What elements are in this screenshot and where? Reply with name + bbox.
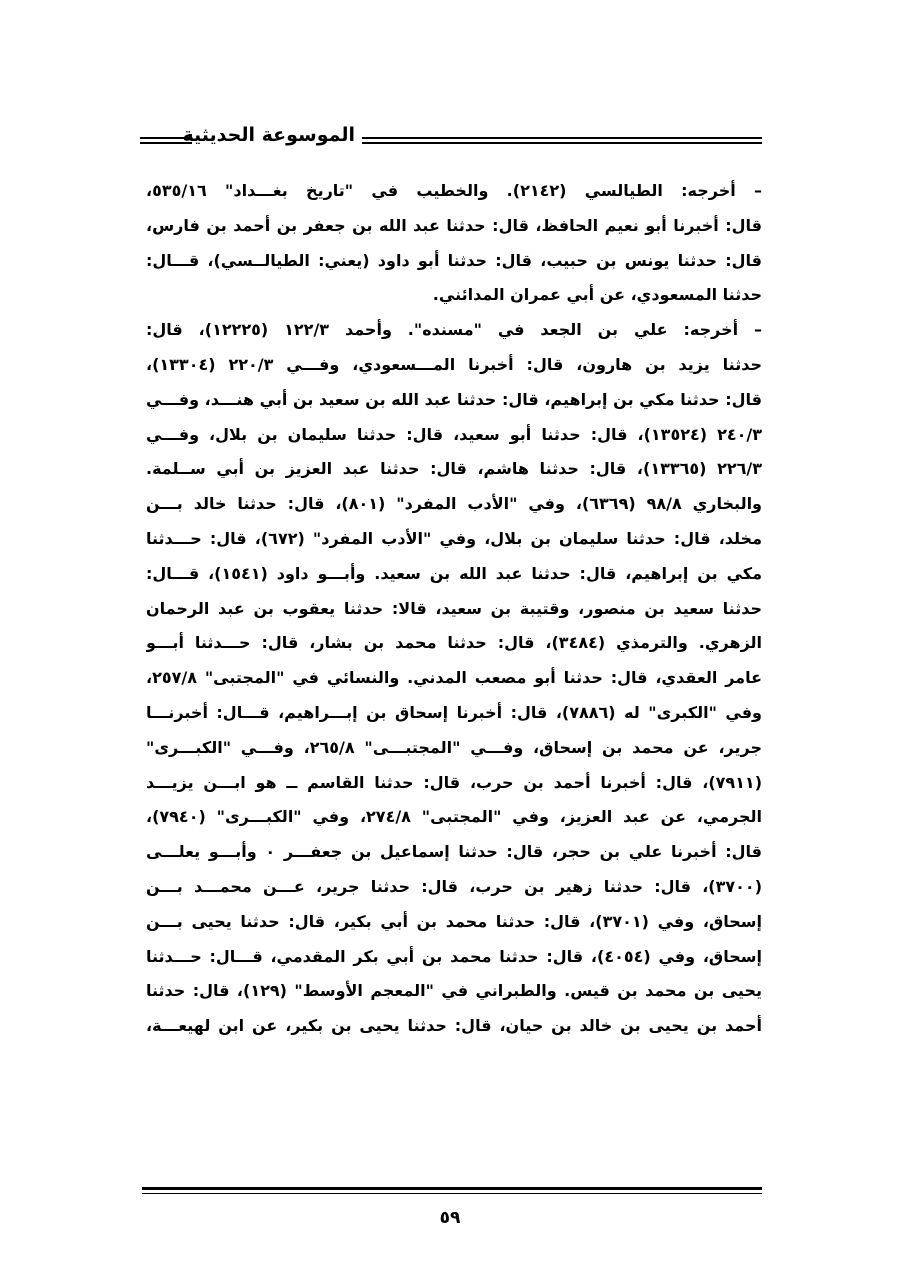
- running-header-title: الموسوعة الحديثية: [182, 124, 355, 146]
- text-line: وفي "الكبرى" له (٧٨٨٦)، قال: أخبرنا إسحاق بن إبـــراهيم، قـــال: أخبرنـــا: [146, 702, 762, 722]
- text-line: إسحاق، وفي (٣٧٠١)، قال: حدثنا محمد بن أبي بكير، قال: حدثنا يحيى بـــن: [146, 911, 762, 931]
- text-line: يحيى بن محمد بن قيس. والطبراني في "المعجم الأوسط" (١٢٩)، قال: حدثنا: [146, 981, 762, 1001]
- page-number: ٥٩: [439, 1208, 461, 1228]
- text-line: مخلد، قال: حدثنا سليمان بن بلال، وفي "الأدب المفرد" (٦٧٢)، قال: حـــدثنا: [146, 528, 762, 548]
- header-rule-right: [362, 137, 762, 139]
- text-line: (٧٩١١)، قال: أخبرنا أحمد بن حرب، قال: حدثنا القاسم ــ هو ابـــن يزيـــد: [146, 772, 762, 792]
- text-line: جرير، عن محمد بن إسحاق، وفـــي "المجتبـــى" ٢٦٥/٨، وفـــي "الكبـــرى": [146, 737, 762, 757]
- footer-rule: [142, 1187, 762, 1190]
- text-line: أحمد بن يحيى بن خالد بن حيان، قال: حدثنا يحيى بن بكير، عن ابن لهيعـــة،: [146, 1016, 762, 1036]
- text-line: إسحاق، وفي (٤٠٥٤)، قال: حدثنا محمد بن أبي بكر المقدمي، قـــال: حـــدثنا: [146, 946, 762, 966]
- text-line: قال: حدثنا مكي بن إبراهيم، قال: حدثنا عبد الله بن سعيد بن أبي هنـــد، وفـــي: [146, 389, 762, 409]
- text-line: قال: أخبرنا علي بن حجر، قال: حدثنا إسماعيل بن جعفـــر ٠ وأبـــو يعلـــى: [146, 842, 762, 862]
- text-line: قال: أخبرنا أبو نعيم الحافظ، قال: حدثنا عبد الله بن جعفر بن أحمد بن فارس،: [146, 215, 762, 235]
- footer-rule-thin: [142, 1193, 762, 1194]
- text-line: الزهري. والترمذي (٣٤٨٤)، قال: حدثنا محمد بن بشار، قال: حـــدثنا أبـــو: [146, 633, 762, 653]
- text-line: حدثنا المسعودي، عن أبي عمران المدائني.: [432, 285, 762, 305]
- text-line: ٢٤٠/٣ (١٣٥٢٤)، قال: حدثنا أبو سعيد، قال: حدثنا سليمان بن بلال، وفـــي: [146, 424, 762, 444]
- text-line: – أخرجه: الطيالسي (٢١٤٢). والخطيب في "تاريخ بغـــداد" ٥٣٥/١٦،: [146, 181, 762, 200]
- text-line: الجرمي، عن عبد العزيز، وفي "المجتبى" ٢٧٤/٨، وفي "الكبـــرى" (٧٩٤٠)،: [146, 807, 762, 827]
- text-line: والبخاري ٩٨/٨ (٦٣٦٩)، وفي "الأدب المفرد" (٨٠١)، قال: حدثنا خالد بـــن: [146, 494, 762, 514]
- body-text: [146, 174, 762, 1044]
- header-rule-right-lower: [362, 142, 762, 144]
- text-line: (٣٧٠٠)، قال: حدثنا زهير بن حرب، قال: حدثنا جرير، عـــن محمـــد بـــن: [146, 876, 762, 896]
- text-line: ٢٢٦/٣ (١٣٣٦٥)، قال: حدثنا هاشم، قال: حدثنا عبد العزيز بن أبي ســلمة.: [146, 459, 762, 479]
- text-line: حدثنا يزيد بن هارون، قال: أخبرنا المـــسعودي، وفـــي ٢٢٠/٣ (١٣٣٠٤)،: [146, 354, 762, 374]
- text-line: عامر العقدي، قال: حدثنا أبو مصعب المدني. والنسائي في "المجتبى" ٢٥٧/٨،: [146, 668, 762, 688]
- text-line: حدثنا سعيد بن منصور، وقتيبة بن سعيد، قالا: حدثنا يعقوب بن عبد الرحمان: [146, 598, 762, 618]
- text-line: مكي بن إبراهيم، قال: حدثنا عبد الله بن سعيد. وأبـــو داود (١٥٤١)، قـــال:: [146, 563, 762, 583]
- text-line: – أخرجه: علي بن الجعد في "مسنده". وأحمد ١٢٢/٣ (١٢٢٢٥)، قال:: [146, 320, 762, 340]
- page-header: [140, 120, 762, 160]
- text-line: قال: حدثنا يونس بن حبيب، قال: حدثنا أبو داود (يعني: الطيالــسي)، قـــال:: [146, 250, 762, 270]
